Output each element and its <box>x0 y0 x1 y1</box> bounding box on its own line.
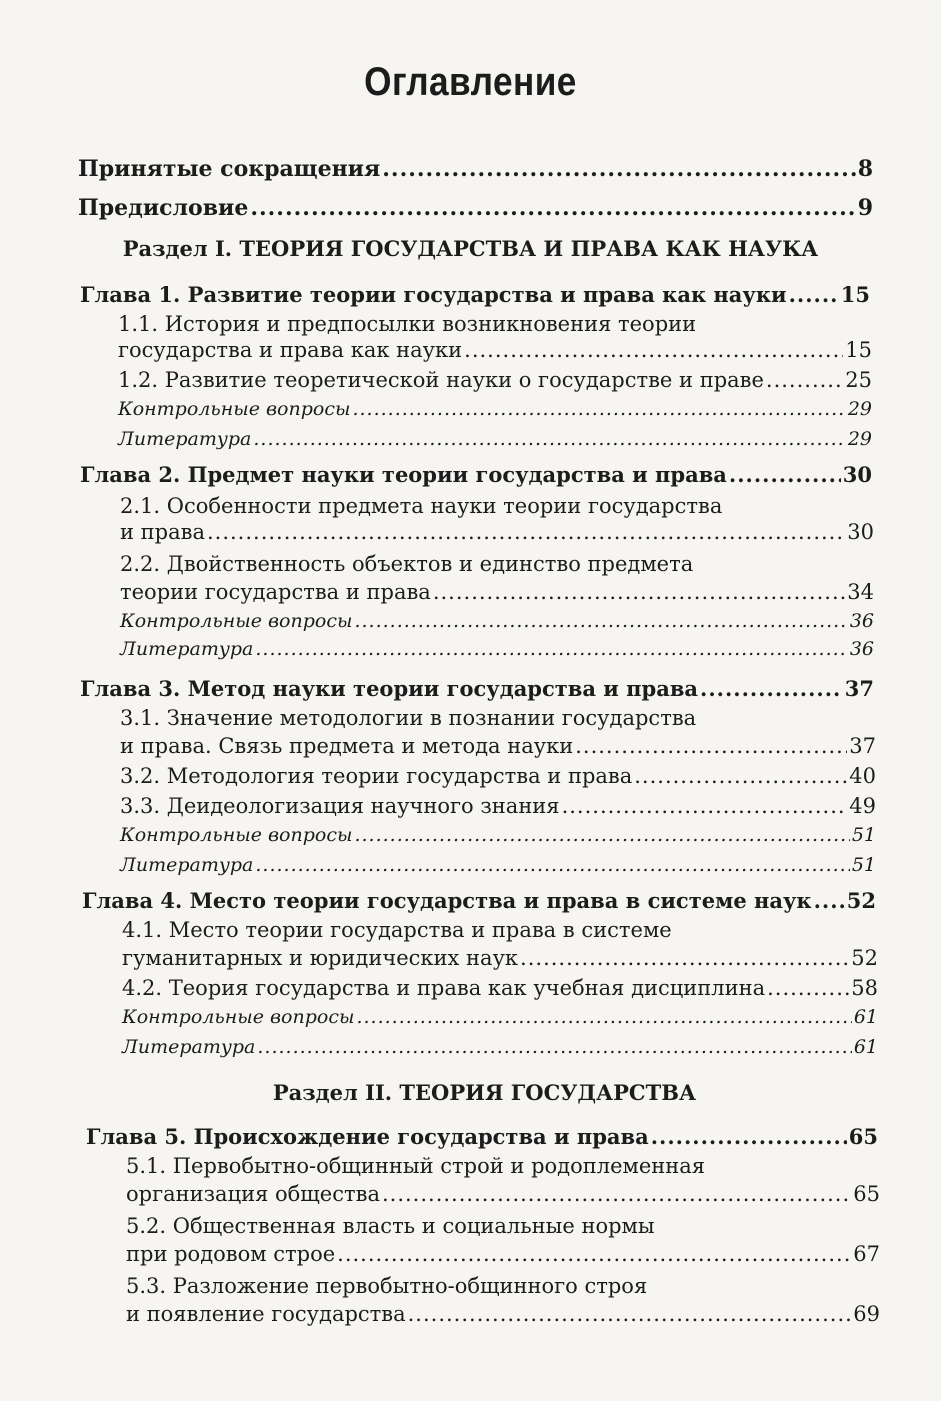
literature-entry[interactable]: Литература ..... 61 <box>122 1036 878 1058</box>
section-title[interactable]: 3.1. Значение методологии в познании государства <box>120 706 697 730</box>
section-entry[interactable]: организация общества ..... 65 <box>126 1182 880 1206</box>
questions-entry[interactable]: Контрольные вопросы ..... 51 <box>120 824 876 846</box>
section-entry[interactable]: 3.3. Деидеологизация научного знания ..... 49 <box>120 794 876 818</box>
toc-entry-abbreviations[interactable]: Принятые сокращения ..... 8 <box>78 156 873 182</box>
part-heading: Раздел I. ТЕОРИЯ ГОСУДАРСТВА И ПРАВА КАК НАУКА <box>122 236 819 261</box>
toc-entry-preface[interactable]: Предисловие ..... 9 <box>78 195 873 221</box>
section-entry[interactable]: при родовом строе ..... 67 <box>126 1242 880 1266</box>
page-title: Оглавление <box>364 60 577 104</box>
dot-leader <box>767 976 849 1000</box>
section-entry[interactable]: и появление государства ..... 69 <box>126 1302 880 1326</box>
dot-leader <box>354 824 849 846</box>
dot-leader <box>337 1242 851 1266</box>
dot-leader <box>575 734 847 758</box>
part-heading: Раздел II. ТЕОРИЯ ГОСУДАРСТВА <box>272 1080 697 1105</box>
literature-entry[interactable]: Литература ..... 51 <box>120 854 876 876</box>
literature-entry[interactable]: Литература ..... 29 <box>118 428 872 450</box>
dot-leader <box>382 156 855 182</box>
section-title[interactable]: 2.1. Особенности предмета науки теории государства <box>120 494 723 518</box>
dot-leader <box>814 888 845 913</box>
section-entry[interactable]: 1.2. Развитие теоретической науки о государстве и праве ..... 25 <box>118 368 872 392</box>
section-title[interactable]: 5.1. Первобытно-общинный строй и родоплеменная <box>126 1154 706 1178</box>
section-entry[interactable]: теории государства и права ..... 34 <box>120 580 874 604</box>
questions-entry[interactable]: Контрольные вопросы ..... 29 <box>118 398 872 420</box>
dot-leader <box>766 368 843 392</box>
section-title[interactable]: 4.1. Место теории государства и права в системе <box>122 918 672 942</box>
dot-leader <box>789 282 839 307</box>
literature-entry[interactable]: Литература ..... 36 <box>120 638 874 660</box>
dot-leader <box>433 580 845 604</box>
dot-leader <box>464 338 843 362</box>
dot-leader <box>352 398 845 420</box>
dot-leader <box>634 764 847 788</box>
dot-leader <box>562 794 848 818</box>
dot-leader <box>356 1006 851 1028</box>
dot-leader <box>520 946 849 970</box>
chapter-entry[interactable]: Глава 5. Происхождение государства и права ..... 65 <box>86 1124 878 1149</box>
chapter-entry[interactable]: Глава 4. Место теории государства и права в системе наук ..... 52 <box>82 888 876 913</box>
section-title[interactable]: 1.1. История и предпосылки возникновения теории <box>118 312 697 336</box>
section-entry[interactable]: 3.2. Методология теории государства и права ..... 40 <box>120 764 876 788</box>
dot-leader <box>255 638 847 660</box>
section-title[interactable]: 2.2. Двойственность объектов и единство предмета <box>120 552 694 576</box>
dot-leader <box>250 195 855 221</box>
dot-leader <box>700 676 843 701</box>
dot-leader <box>382 1182 851 1206</box>
section-entry[interactable]: и права ..... 30 <box>120 520 874 544</box>
section-entry[interactable]: гуманитарных и юридических наук ..... 52 <box>122 946 878 970</box>
dot-leader <box>408 1302 852 1326</box>
questions-entry[interactable]: Контрольные вопросы ..... 36 <box>120 610 874 632</box>
dot-leader <box>651 1124 847 1149</box>
chapter-entry[interactable]: Глава 3. Метод науки теории государства и права ..... 37 <box>80 676 874 701</box>
dot-leader <box>255 854 849 876</box>
chapter-entry[interactable]: Глава 2. Предмет науки теории государства и права ..... 30 <box>80 462 872 487</box>
section-title[interactable]: 5.2. Общественная власть и социальные нормы <box>126 1214 655 1238</box>
questions-entry[interactable]: Контрольные вопросы ..... 61 <box>122 1006 878 1028</box>
section-entry[interactable]: и права. Связь предмета и метода науки ..... 37 <box>120 734 876 758</box>
dot-leader <box>207 520 845 544</box>
section-entry[interactable]: 4.2. Теория государства и права как учебная дисциплина ..... 58 <box>122 976 878 1000</box>
dot-leader <box>257 1036 851 1058</box>
dot-leader <box>729 462 841 487</box>
section-entry[interactable]: государства и права как науки ..... 15 <box>118 338 872 362</box>
dot-leader <box>253 428 845 450</box>
chapter-entry[interactable]: Глава 1. Развитие теории государства и права как науки ..... 15 <box>80 282 870 307</box>
section-title[interactable]: 5.3. Разложение первобытно-общинного строя <box>126 1274 648 1298</box>
dot-leader <box>354 610 847 632</box>
